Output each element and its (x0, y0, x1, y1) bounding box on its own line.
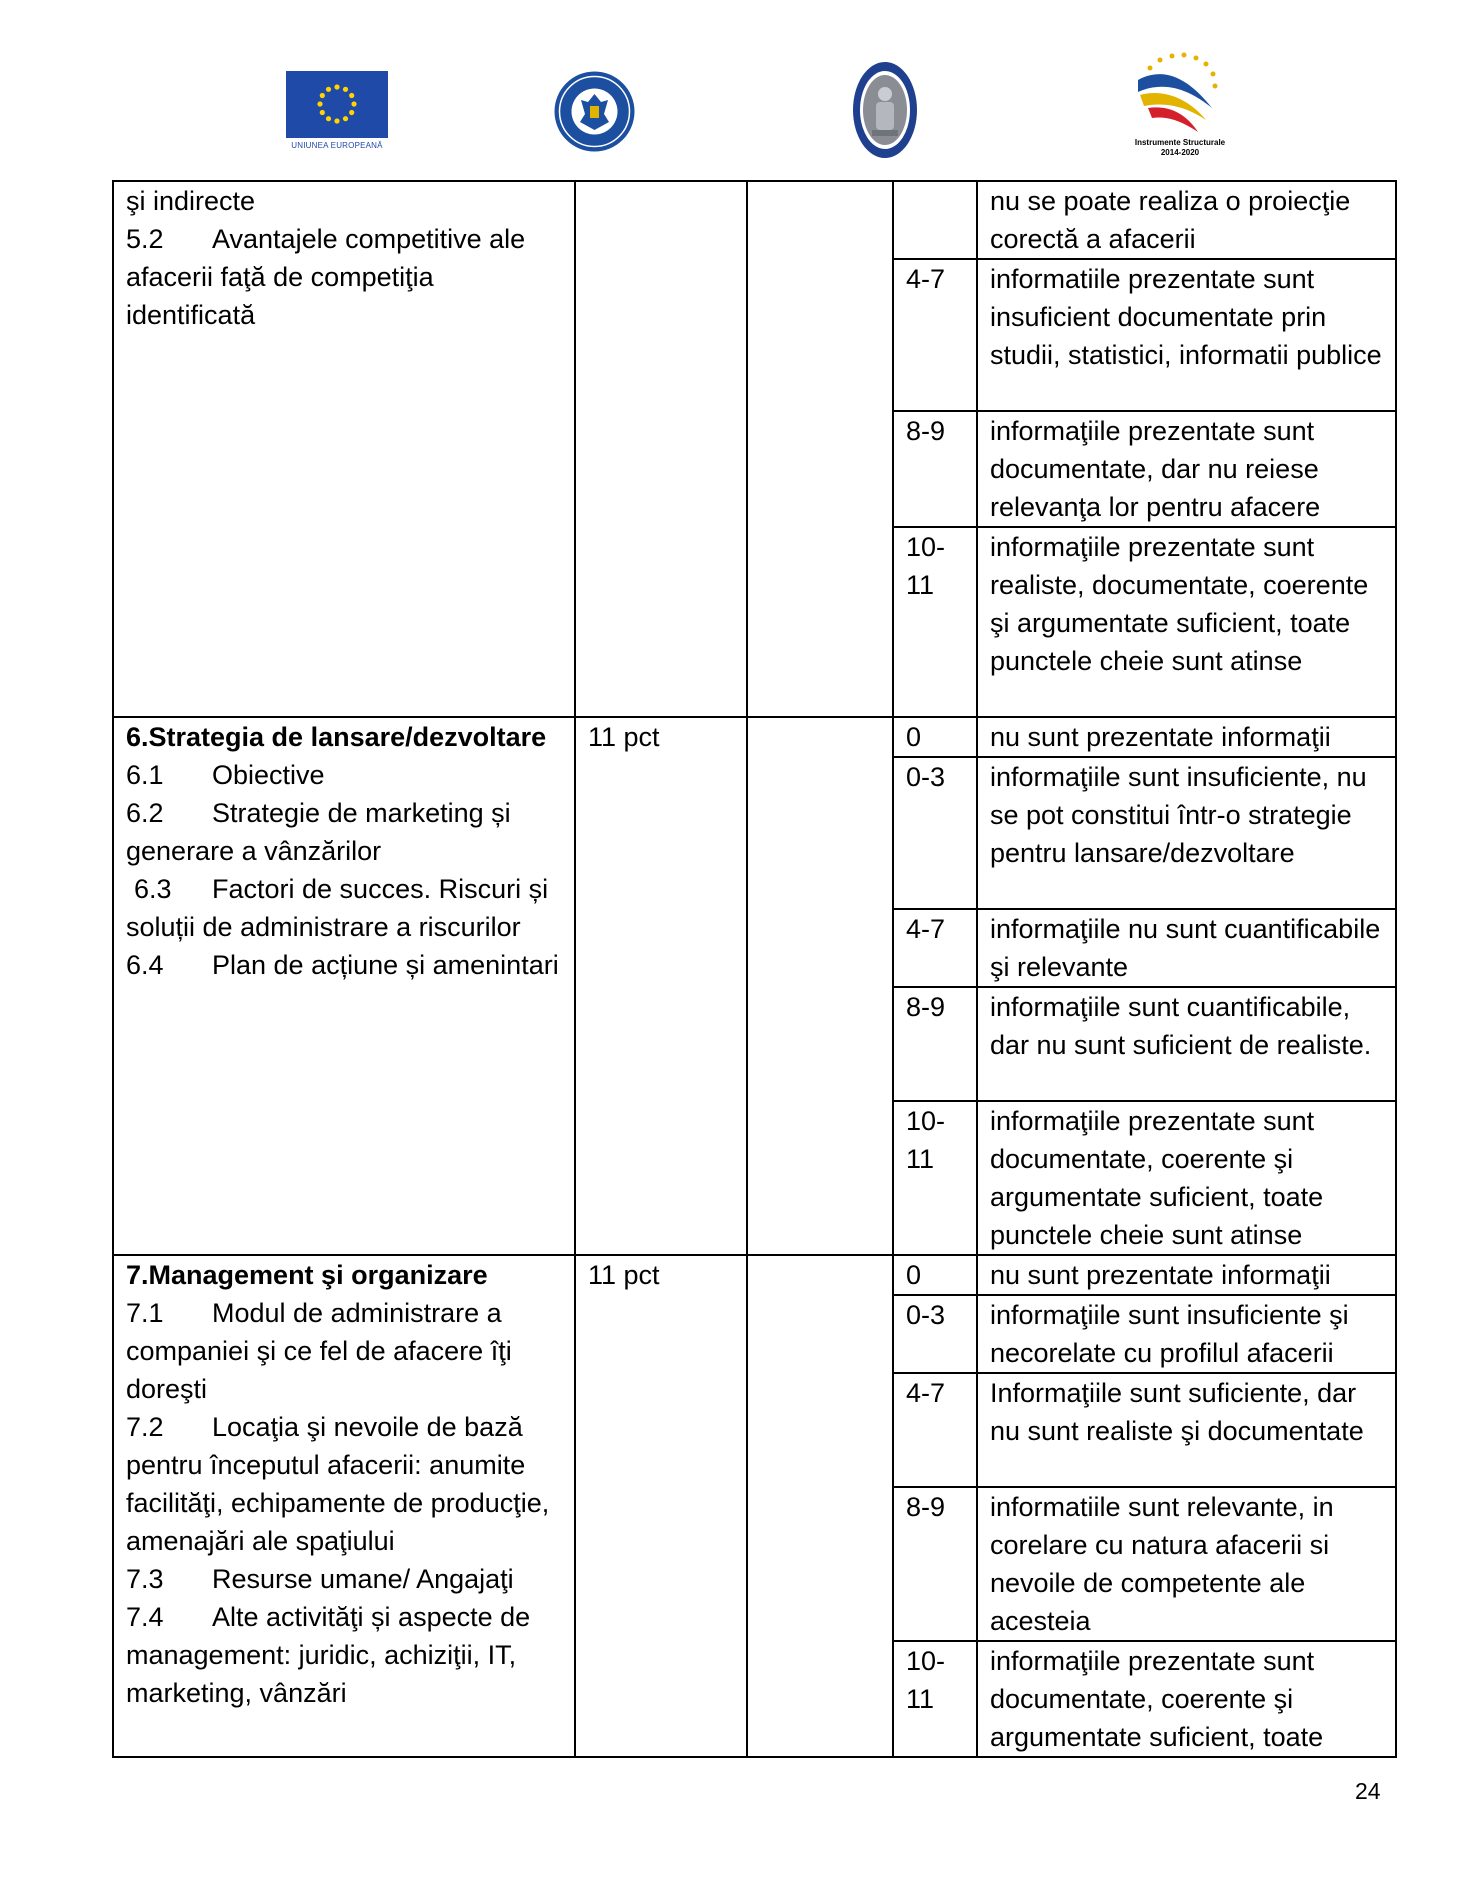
score-cell: 10-11 (893, 527, 977, 717)
description-cell: informatiile prezentate sunt insuficient documentate prin studii, statistici, informatii publice (977, 259, 1396, 411)
criterion-cell (113, 717, 575, 1255)
is-caption-line2: 2014-2020 (1160, 148, 1200, 157)
eu-flag-logo (286, 71, 388, 151)
description-cell: nu se poate realiza o proiecţie corectă a afacerii (977, 181, 1396, 259)
table-row (113, 717, 1396, 757)
criterion-subitem: 7.4 Alte activităţi și aspecte de management: juridic, achiziţii, IT, marketing, vânzări (126, 1602, 531, 1708)
description-cell: informaţiile sunt cuantificabile, dar nu sunt suficient de realiste. (977, 987, 1396, 1101)
criterion-title: 6.Strategia de lansare/dezvoltare (126, 722, 547, 752)
criterion-subitem: 6.3 Factori de succes. Riscuri și soluții de administrare a riscurilor (126, 874, 549, 942)
criterion-subitem: 7.3 Resurse umane/ Angajaţi (126, 1564, 514, 1594)
score-cell: 10-11 (893, 1101, 977, 1255)
criterion-cell (113, 1255, 575, 1757)
criterion-subitem: 7.2 Locaţia şi nevoile de bază pentru începutul afacerii: anumite facilităţi, echipamente de producţie, amenajări ale spaţiului (126, 1412, 550, 1556)
score-cell: 4-7 (893, 1373, 977, 1487)
points-cell: 11 pct (575, 1255, 747, 1757)
description-cell: nu sunt prezentate informaţii (977, 717, 1396, 757)
score-cell: 8-9 (893, 987, 977, 1101)
description-cell: informaţiile sunt insuficiente şi necorelate cu profilul afacerii (977, 1295, 1396, 1373)
score-cell: 0-3 (893, 757, 977, 909)
criterion-cell (113, 181, 575, 717)
description-cell: informaţiile prezentate sunt documentate, coerente şi argumentate suficient, toate punctele cheie sunt atinse (977, 1101, 1396, 1255)
structural-instruments-logo (1120, 50, 1240, 160)
university-seal-logo (852, 60, 918, 160)
description-cell: nu sunt prezentate informaţii (977, 1255, 1396, 1295)
criterion-subitem: 6.1 Obiective (126, 760, 325, 790)
criterion-subitem: 6.4 Plan de acțiune și amenintari (126, 950, 559, 980)
score-cell: 10-11 (893, 1641, 977, 1757)
points-cell (575, 181, 747, 717)
criterion-subitem: 5.2 Avantajele competitive ale afacerii faţă de competiţia identificată (126, 224, 526, 330)
score-cell: 0 (893, 717, 977, 757)
points-cell: 11 pct (575, 717, 747, 1255)
score-cell (893, 181, 977, 259)
description-cell: informatiile sunt relevante, in corelare cu natura afacerii si nevoile de competente ale acesteia (977, 1487, 1396, 1641)
empty-cell (747, 181, 893, 717)
score-cell: 0-3 (893, 1295, 977, 1373)
score-cell: 0 (893, 1255, 977, 1295)
eu-caption: UNIUNEA EUROPEANĂ (291, 141, 383, 150)
description-cell: Informaţiile sunt suficiente, dar nu sunt realiste şi documentate (977, 1373, 1396, 1487)
page-number: 24 (1355, 1778, 1381, 1804)
criterion-text: şi indirecte (126, 186, 256, 216)
description-cell: informaţiile nu sunt cuantificabile şi relevante (977, 909, 1396, 987)
score-cell: 8-9 (893, 411, 977, 527)
empty-cell (747, 1255, 893, 1757)
criterion-title: 7.Management şi organizare (126, 1260, 488, 1290)
score-cell: 4-7 (893, 259, 977, 411)
is-caption-line1: Instrumente Structurale (1134, 138, 1226, 147)
header-logos (0, 50, 1471, 160)
score-cell: 8-9 (893, 1487, 977, 1641)
criterion-subitem: 7.1 Modul de administrare a companiei şi ce fel de afacere îţi doreşti (126, 1298, 512, 1404)
government-seal-logo (553, 70, 636, 153)
evaluation-grid (112, 180, 1397, 1758)
description-cell: informaţiile prezentate sunt realiste, documentate, coerente şi argumentate suficient, toate punctele cheie sunt atinse (977, 527, 1396, 717)
score-cell: 4-7 (893, 909, 977, 987)
empty-cell (747, 717, 893, 1255)
description-cell: informaţiile sunt insuficiente, nu se pot constitui într-o strategie pentru lansare/dezvoltare (977, 757, 1396, 909)
table-row (113, 181, 1396, 259)
description-cell: informaţiile prezentate sunt documentate, dar nu reiese relevanţa lor pentru afacere (977, 411, 1396, 527)
description-cell: informaţiile prezentate sunt documentate, coerente şi argumentate suficient, toate (977, 1641, 1396, 1757)
criterion-subitem: 6.2 Strategie de marketing și generare a vânzărilor (126, 798, 511, 866)
table-row (113, 1255, 1396, 1295)
